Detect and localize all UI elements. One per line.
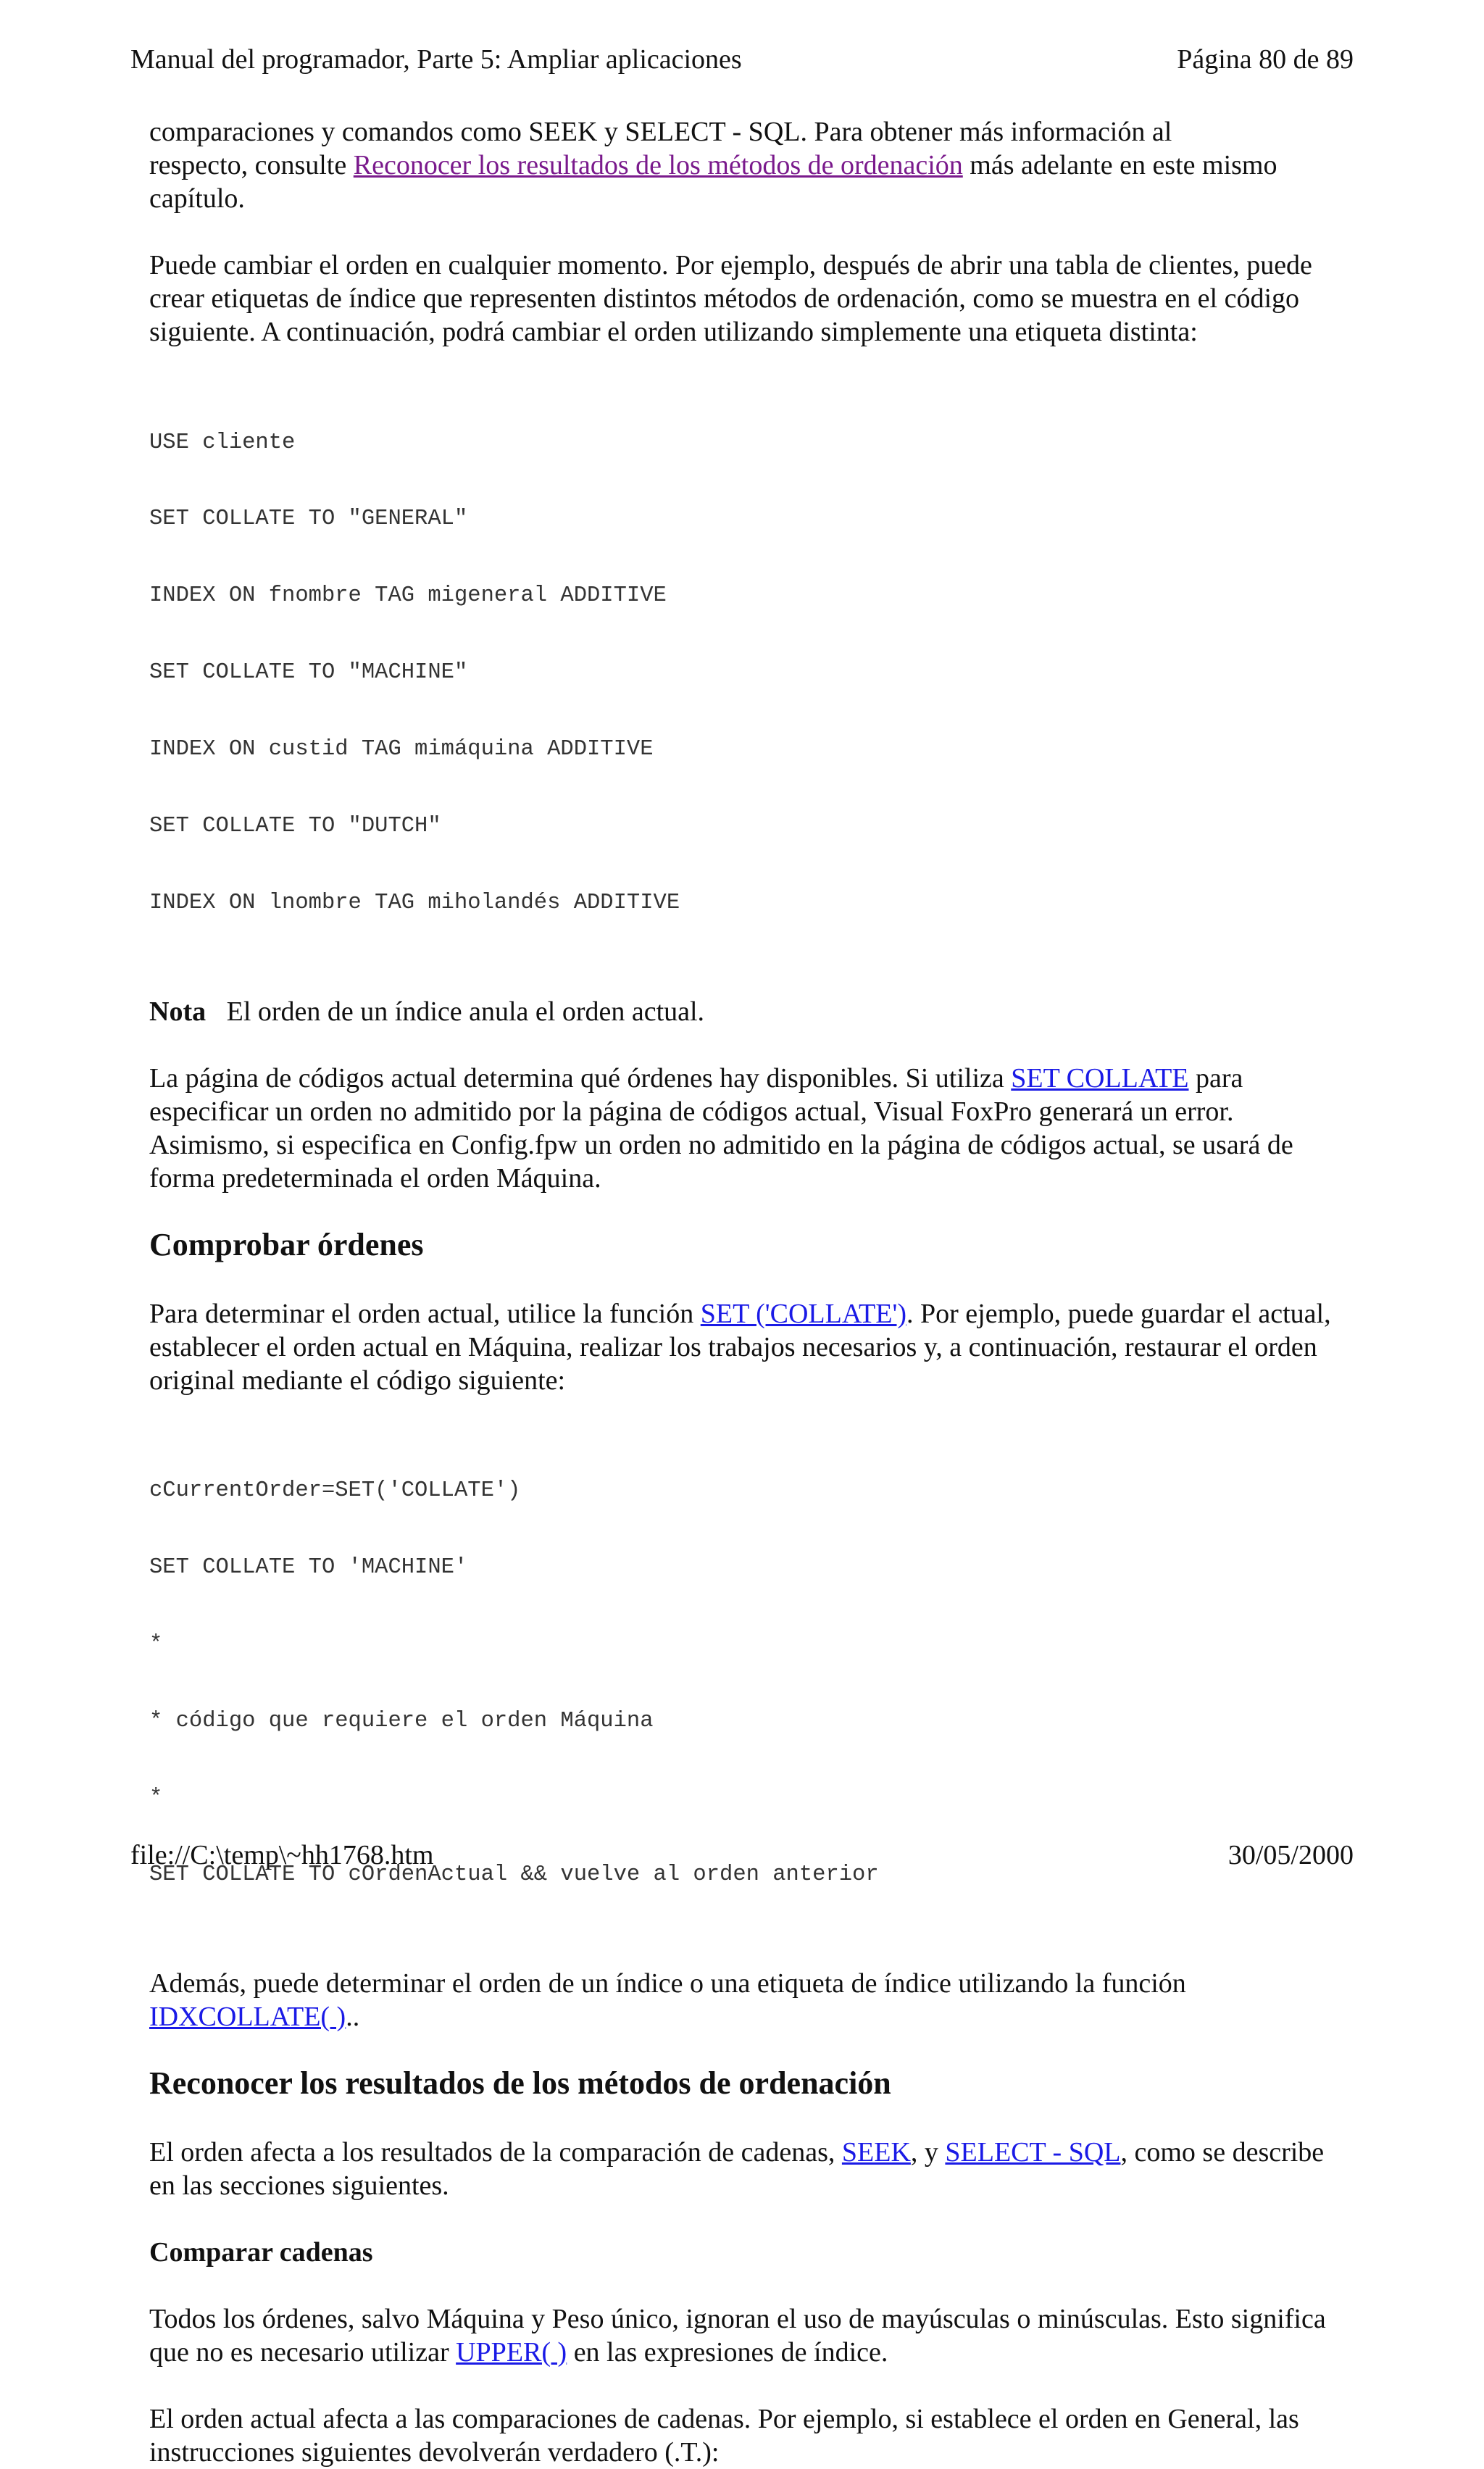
- note-paragraph: [149, 995, 1338, 1028]
- text-run: ..: [346, 2001, 360, 2032]
- note-text: El orden de un índice anula el orden actual.: [226, 996, 705, 1027]
- text-run: para especificar un orden no admitido por la página de códigos actual, Visual FoxPro generará un error. Asimismo, si especifica en Config.fpw un orden no admitido en la página de códigos actual, se usará de forma predeterminada el orden Máquina.: [149, 1062, 1293, 1194]
- code-line: INDEX ON custid TAG mimáquina ADDITIVE: [149, 737, 654, 762]
- text-run: Para determinar el orden actual, utilice la función: [149, 1298, 701, 1329]
- code-line: SET COLLATE TO "DUTCH": [149, 814, 441, 839]
- link-set-collate-function[interactable]: SET ('COLLATE'): [700, 1298, 906, 1329]
- paragraph-respecto: [149, 149, 1338, 215]
- heading-reconocer-resultados: Reconocer los resultados de los métodos de ordenación: [149, 2065, 891, 2101]
- text-run: más adelante en este mismo capítulo.: [149, 150, 1277, 214]
- code-line: SET COLLATE TO cOrdenActual && vuelve al orden anterior: [149, 1862, 879, 1887]
- text-run: La página de códigos actual determina qué órdenes hay disponibles. Si utiliza: [149, 1062, 1012, 1094]
- link-idxcollate[interactable]: IDXCOLLATE( ): [149, 2001, 346, 2032]
- text-run: Además, puede determinar el orden de un índice o una etiqueta de índice utilizando la función: [149, 1968, 1186, 1999]
- page-number: Página 80 de 89: [1177, 44, 1354, 75]
- code-line: *: [149, 1632, 163, 1657]
- code-block-index-tags: [149, 379, 1338, 967]
- heading-comparar-cadenas: Comparar cadenas: [149, 2236, 373, 2268]
- paragraph-comparaciones-cadenas: El orden actual afecta a las comparaciones de cadenas. Por ejemplo, si establece el orden en General, las instrucciones siguientes devolverán verdadero (.T.):: [149, 2403, 1299, 2468]
- code-line: INDEX ON fnombre TAG migeneral ADDITIVE: [149, 583, 667, 609]
- link-select-sql[interactable]: SELECT - SQL: [945, 2136, 1121, 2168]
- heading-comprobar-ordenes: Comprobar órdenes: [149, 1226, 424, 1262]
- code-line: SET COLLATE TO "GENERAL": [149, 507, 468, 532]
- text-run: . Por ejemplo, puede guardar el actual, establecer el orden actual en Máquina, realizar los trabajos necesarios y, a continuación, restaurar el orden original mediante el código siguiente:: [149, 1298, 1331, 1396]
- paragraph-cambiar-orden: Puede cambiar el orden en cualquier momento. Por ejemplo, después de abrir una tabla de clientes, puede crear etiquetas de índice que representen distintos métodos de ordenación, como se muestra en el código siguiente. A continuación, podrá cambiar el orden utilizando simplemente una etiqueta distinta:: [149, 250, 1312, 347]
- code-line: SET COLLATE TO "MACHINE": [149, 660, 468, 686]
- clipped-text-line: comparaciones y comandos como SEEK y SELECT - SQL. Para obtener más información al: [149, 117, 1172, 147]
- text-run: , como se describe en las secciones siguientes.: [149, 2136, 1325, 2201]
- text-run: en las expresiones de índice.: [567, 2336, 888, 2368]
- code-line: SET COLLATE TO 'MACHINE': [149, 1555, 468, 1581]
- link-set-collate[interactable]: SET COLLATE: [1011, 1062, 1189, 1094]
- paragraph-determinar-orden: [149, 1297, 1338, 1397]
- code-line: * código que requiere el orden Máquina: [149, 1709, 654, 1734]
- code-line: *: [149, 1785, 163, 1810]
- code-line: USE cliente: [149, 430, 296, 455]
- link-reconocer-resultados[interactable]: Reconocer los resultados de los métodos de ordenación: [353, 150, 963, 180]
- link-seek[interactable]: SEEK: [841, 2136, 911, 2168]
- text-run: Todos los órdenes, salvo Máquina y Peso único, ignoran el uso de mayúsculas o minúsculas. Esto significa que no es necesario utilizar: [149, 2303, 1326, 2368]
- note-label: Nota: [149, 996, 207, 1027]
- document-title: Manual del programador, Parte 5: Ampliar aplicaciones: [130, 44, 742, 75]
- link-upper[interactable]: UPPER( ): [456, 2336, 567, 2368]
- text-run: , y: [910, 2136, 946, 2168]
- paragraph-orden-afecta: [149, 2136, 1338, 2202]
- text-run: respecto, consulte: [149, 150, 354, 180]
- print-date: 30/05/2000: [1227, 1840, 1354, 1870]
- paragraph-pagina-codigos: [149, 1062, 1338, 1195]
- code-line: INDEX ON lnombre TAG miholandés ADDITIVE: [149, 890, 680, 915]
- paragraph-idxcollate: [149, 1967, 1338, 2033]
- text-run: El orden afecta a los resultados de la comparación de cadenas,: [149, 2136, 842, 2168]
- paragraph-ignoran-mayusculas: [149, 2302, 1338, 2369]
- file-path: file://C:\temp\~hh1768.htm: [130, 1840, 434, 1870]
- code-line: cCurrentOrder=SET('COLLATE'): [149, 1478, 521, 1504]
